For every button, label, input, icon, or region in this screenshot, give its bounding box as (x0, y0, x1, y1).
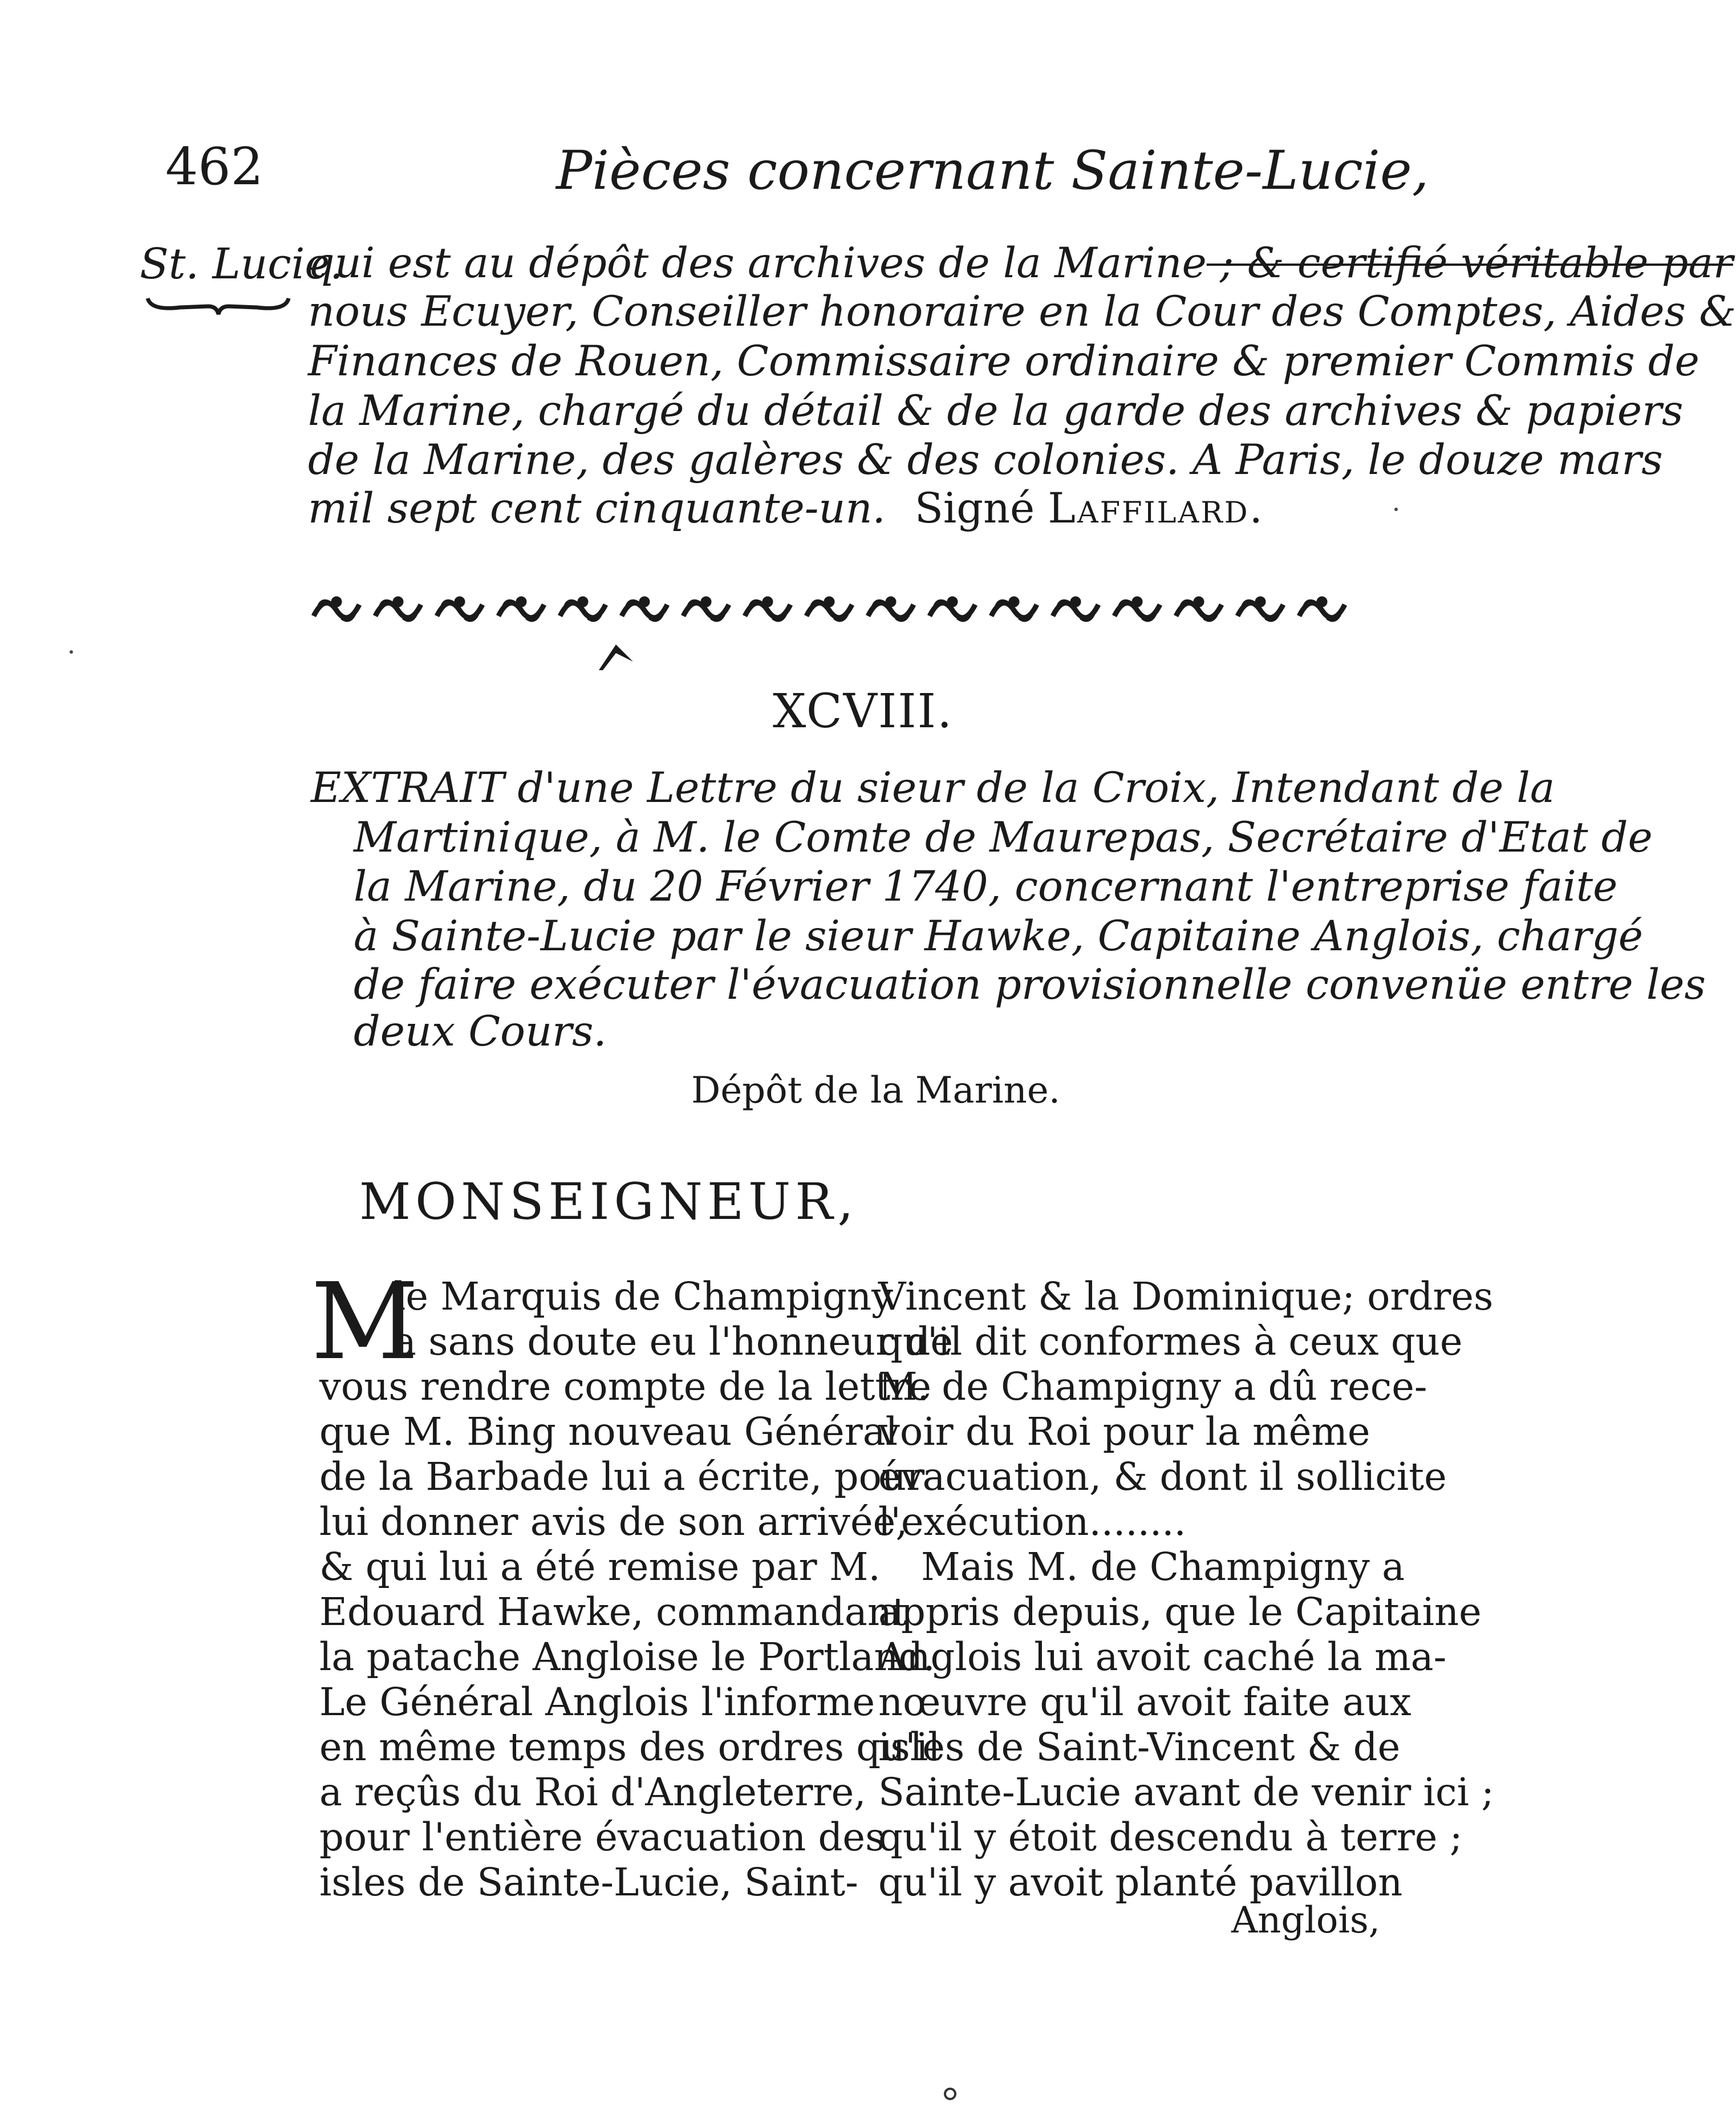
left-column-line: le Marquis de Champigny (394, 1274, 894, 1319)
left-column-line: la patache Angloise le Portland. (319, 1635, 935, 1679)
right-column-line: isles de Saint-Vincent & de (878, 1725, 1401, 1769)
ornament-dot (762, 597, 773, 607)
left-column-line: que M. Bing nouveau Général (319, 1409, 898, 1454)
drop-cap: M (311, 1260, 419, 1383)
left-column-line: Edouard Hawke, commandant (319, 1590, 907, 1634)
extract-line-3: la Marine, du 20 Février 1740, concernant l'entreprise faite (354, 862, 1618, 911)
ornamental-band (314, 576, 1374, 645)
left-column-line: & qui lui a été remise par M. (319, 1545, 881, 1589)
section-number: XCVIII. (773, 684, 954, 739)
right-column-line: l'exécution........ (878, 1500, 1186, 1544)
right-column-line: Sainte-Lucie avant de venir ici ; (878, 1770, 1494, 1814)
left-column-line: a sans doute eu l'honneur de (394, 1319, 954, 1364)
left-column-line: Le Général Anglois l'informe (319, 1680, 875, 1724)
extract-line-6: deux Cours. (354, 1007, 607, 1056)
scan-speck (70, 650, 73, 654)
right-column-line: voir du Roi pour la même (878, 1409, 1370, 1454)
ornament-dot (639, 597, 650, 607)
ornament-dot (455, 597, 465, 607)
right-column-line: qu'il y étoit descendu à terre ; (878, 1815, 1463, 1859)
certification-line-2: nous Ecuyer, Conseiller honoraire en la Cour des Comptes, Aides & (308, 287, 1736, 336)
page-number: 462 (165, 137, 263, 197)
certification-line-5: de la Marine, des galères & des colonies. A Paris, le douze mars (308, 436, 1663, 484)
ornament-dot (1070, 597, 1081, 607)
left-column-line: de la Barbade lui a écrite, pour (319, 1454, 925, 1499)
left-column-line: vous rendre compte de la lettre (319, 1364, 931, 1409)
left-column-line: en même temps des ordres qu'il (319, 1725, 940, 1769)
right-column-line: qu'il dit conformes à ceux que (878, 1319, 1463, 1364)
right-column-line: M. de Champigny a dû rece- (878, 1364, 1427, 1409)
ornament-dot (824, 597, 834, 607)
right-column-line: appris depuis, que le Capitaine (878, 1590, 1482, 1634)
left-column-line: a reçûs du Roi d'Angleterre, (319, 1770, 866, 1814)
source-label: Dépôt de la Marine. (691, 1069, 1061, 1112)
certification-date: mil sept cent cinquante-un. (308, 484, 886, 533)
certification-struck-text: ; & certifié véritable par (1206, 239, 1733, 287)
left-column-line: isles de Sainte-Lucie, Saint- (319, 1860, 858, 1905)
ornament-dot (578, 597, 588, 607)
ornament-dot (1194, 597, 1204, 607)
ornament-dot (701, 597, 711, 607)
certification-line-6 (308, 484, 1264, 533)
extract-line-2: Martinique, à M. le Comte de Maurepas, Secrétaire d'Etat de (354, 813, 1653, 862)
right-column-line: Mais M. de Champigny a (921, 1545, 1405, 1589)
left-column-line: lui donner avis de son arrivée, (319, 1500, 908, 1544)
ornament-dot (393, 597, 403, 607)
extract-line-5: de faire exécuter l'évacuation provisionnelle convenüe entre les (354, 961, 1706, 1009)
certification-line-1-text: qui est au dépôt des archives de la Marine (308, 239, 1207, 287)
right-column-line: évacuation, & dont il sollicite (878, 1454, 1447, 1499)
scan-speck (1394, 508, 1398, 511)
extract-line-1: EXTRAIT d'une Lettre du sieur de la Croix, Intendant de la (311, 764, 1555, 812)
ornament-dot (516, 597, 526, 607)
right-column-line: Anglois lui avoit caché la ma- (878, 1635, 1447, 1679)
salutation: MONSEIGNEUR, (359, 1172, 858, 1231)
ornament-dot (1317, 597, 1327, 607)
ornament-dot (1132, 597, 1142, 607)
ornament-dot (886, 597, 896, 607)
running-title: Pièces concernant Sainte-Lucie, (556, 140, 1429, 202)
ornament-dot (1255, 597, 1266, 607)
certification-line-1 (308, 239, 1733, 287)
right-column-line: nœuvre qu'il avoit faite aux (878, 1680, 1411, 1724)
scan-speck (944, 2088, 956, 2100)
ornament-dot (947, 597, 958, 607)
certification-line-4: la Marine, chargé du détail & de la garde des archives & papiers (308, 387, 1684, 435)
signer-name: Laffilard. (1048, 484, 1264, 533)
right-column-line: Vincent & la Dominique; ordres (878, 1274, 1494, 1319)
catchword: Anglois, (1231, 1899, 1380, 1942)
signed-label: Signé (914, 484, 1035, 533)
margin-note: St. Lucie. (140, 240, 343, 289)
certification-line-3: Finances de Rouen, Commissaire ordinaire & premier Commis de (308, 337, 1700, 386)
left-column-line: pour l'entière évacuation des (319, 1815, 885, 1859)
margin-brace-ornament (145, 294, 291, 317)
ornament-dot (331, 597, 342, 607)
ornament-dot (1009, 597, 1019, 607)
ornament-fleuron-icon (596, 639, 636, 673)
extract-line-4: à Sainte-Lucie par le sieur Hawke, Capitaine Anglois, chargé (354, 912, 1644, 961)
right-column-line: qu'il y avoit planté pavillon (878, 1860, 1403, 1905)
